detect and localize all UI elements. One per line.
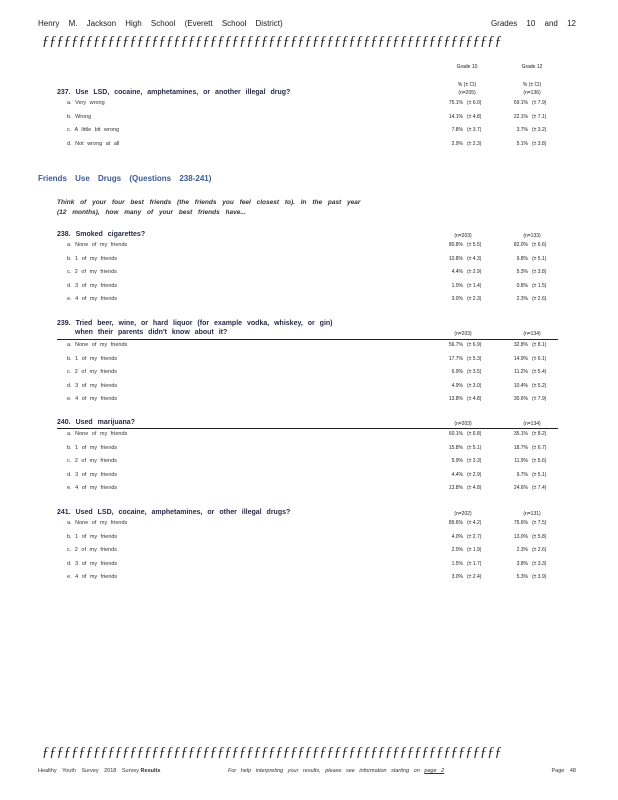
q241-option-label: d. 3 of my friends — [67, 560, 118, 567]
q241-grade12-ci: (± 3.3) — [532, 560, 547, 567]
q239-grade12-percent: 14.9% — [513, 355, 528, 362]
q237-option-label: d. Not wrong at all — [67, 140, 120, 147]
q240-rule — [57, 428, 558, 429]
q241-grade12-percent: 75.6% — [513, 520, 528, 526]
q241-n-grade10: (n=202) — [454, 511, 472, 517]
footer-help-text: For help interpreting your results, please see information starting on — [228, 768, 420, 774]
q240-option-label: b. 1 of my friends — [67, 444, 118, 451]
q237-option-label: b. Wrong — [67, 113, 92, 120]
q238-grade10-ci: (± 2.3) — [467, 296, 482, 303]
q237-grade12-ci: (± 7.9) — [532, 100, 547, 106]
q237-grade12-percent: 22.1% — [513, 113, 528, 120]
q239-grade10-percent: 4.9% — [451, 382, 463, 389]
q241-grade12-percent: 3.8% — [516, 560, 528, 567]
q238-grade12-percent: 0.8% — [516, 282, 528, 289]
q239-option-label: a. None of my friends — [67, 342, 128, 348]
q239-grade10-ci: (± 3.0) — [467, 382, 482, 389]
q241-grade10-percent: 1.5% — [451, 560, 463, 567]
q239-rule — [57, 339, 558, 340]
q237-option-label: c. A little bit wrong — [67, 127, 120, 134]
q240-grade12-ci: (± 6.7) — [532, 444, 547, 451]
q241-n-grade12: (n=131) — [523, 511, 541, 517]
q238-option-label: c. 2 of my friends — [67, 269, 117, 276]
q237-grade12-percent: 69.1% — [513, 100, 528, 106]
q239-n-grade10: (n=203) — [454, 331, 472, 337]
section-intro: Think of your four best friends (the friends you feel closest to). In the past year (12 months), how many of your best friends have... — [57, 199, 361, 216]
q241-option-label: b. 1 of my friends — [67, 533, 118, 540]
q241-grade12-ci: (± 5.8) — [532, 533, 547, 540]
q240-option-label: e. 4 of my friends — [67, 485, 118, 492]
q240-grade10-percent: 5.9% — [451, 458, 463, 465]
q238-grade12-percent: 5.3% — [516, 269, 528, 276]
q237-grade12-percent: 5.1% — [516, 140, 528, 147]
q239-grade12-ci: (± 7.9) — [532, 396, 547, 403]
q239-grade10-percent: 17.7% — [448, 355, 463, 362]
q238-option-label: e. 4 of my friends — [67, 296, 118, 303]
q240-grade12-percent: 11.9% — [514, 458, 528, 465]
q239-grade10-percent: 13.8% — [448, 396, 463, 403]
q238-grade10-ci: (± 5.5) — [467, 242, 482, 248]
q241-grade12-percent: 2.3% — [516, 547, 528, 554]
q238-grade10-percent: 4.4% — [451, 269, 463, 276]
footer-help — [228, 768, 444, 774]
q239-grade12-percent: 11.2% — [514, 369, 528, 376]
q241-grade10-ci: (± 1.7) — [467, 560, 482, 567]
q240-grade12-percent: 9.7% — [516, 471, 528, 478]
q239-grade10-ci: (± 5.3) — [467, 355, 482, 362]
q238-grade12-ci: (± 3.8) — [532, 269, 547, 276]
grade10-subheader: % (± CI) — [457, 82, 477, 88]
q239-grade10-ci: (± 4.8) — [467, 396, 482, 403]
q238-grade12-ci: (± 5.1) — [532, 255, 547, 262]
q238-grade10-ci: (± 1.4) — [467, 282, 482, 289]
q241-grade12-ci: (± 7.5) — [532, 520, 547, 526]
q241-option-label: a. None of my friends — [67, 520, 128, 526]
q238-grade10-percent: 1.0% — [451, 282, 463, 289]
q241-grade10-percent: 4.0% — [451, 533, 463, 540]
grade12-header: Grade 12 — [521, 64, 543, 70]
q241-grade10-ci: (± 1.9) — [467, 547, 482, 554]
footer-survey: Healthy Youth Survey 2018 Survey — [38, 768, 140, 774]
footer-page-link[interactable]: page 2 — [424, 768, 445, 774]
q239-grade12-ci: (± 6.1) — [532, 355, 547, 362]
q238-grade10-ci: (± 4.3) — [467, 255, 482, 262]
q240-grade12-ci: (± 5.6) — [532, 458, 547, 465]
q238-grade12-percent: 82.0% — [513, 242, 528, 248]
q240-grade10-ci: (± 4.8) — [467, 485, 482, 492]
q237-grade10-ci: (± 3.7) — [467, 127, 482, 134]
q238-grade10-percent: 80.8% — [448, 242, 463, 248]
grade10-header: Grade 10 — [456, 64, 478, 70]
q240-grade10-ci: (± 2.9) — [467, 471, 482, 478]
q237-grade10-percent: 2.9% — [451, 140, 463, 147]
q237-grade12-ci: (± 7.1) — [532, 113, 547, 120]
q239-grade10-ci: (± 6.9) — [467, 342, 482, 348]
q239-grade12-percent: 30.6% — [513, 396, 528, 403]
q241-option-label: c. 2 of my friends — [67, 547, 117, 554]
top-divider: ƒƒƒƒƒƒƒƒƒƒƒƒƒƒƒƒƒƒƒƒƒƒƒƒƒƒƒƒƒƒƒƒƒƒƒƒƒƒƒƒƒƒƒƒƒƒƒƒƒƒƒƒƒƒƒƒƒƒƒƒƒƒƒ — [42, 34, 502, 48]
q237-grade12-percent: 3.7% — [516, 127, 528, 134]
q239-grade10-ci: (± 3.5) — [467, 369, 482, 376]
q238-grade12-percent: 9.8% — [516, 255, 528, 262]
q237-n-grade10: (n=205) — [458, 90, 476, 96]
q239-grade12-percent: 10.4% — [513, 382, 528, 389]
q241-grade12-ci: (± 2.6) — [532, 547, 547, 554]
q240-grade10-percent: 60.1% — [448, 431, 463, 437]
q240-grade10-ci: (± 6.8) — [467, 431, 482, 437]
q238-option-label: a. None of my friends — [67, 242, 128, 248]
q241-grade10-ci: (± 2.7) — [467, 533, 482, 540]
q240-grade12-ci: (± 7.4) — [532, 485, 547, 492]
question-237-title: 237. Use LSD, cocaine, amphetamines, or another illegal drug? — [57, 89, 291, 96]
q239-grade12-ci: (± 8.1) — [532, 342, 547, 348]
question-241-title: 241. Used LSD, cocaine, amphetamines, or other illegal drugs? — [57, 509, 291, 516]
q241-option-label: e. 4 of my friends — [67, 574, 118, 581]
q238-option-label: b. 1 of my friends — [67, 255, 118, 262]
q240-grade10-percent: 4.4% — [451, 471, 463, 478]
q238-grade12-ci: (± 6.6) — [532, 242, 547, 248]
q238-n-grade10: (n=203) — [454, 233, 472, 239]
q239-grade12-percent: 32.8% — [513, 342, 528, 348]
q240-n-grade12: (n=134) — [523, 421, 541, 427]
q237-option-label: a. Very wrong — [67, 100, 105, 106]
q241-grade12-ci: (± 3.9) — [532, 574, 547, 581]
q238-n-grade12: (n=133) — [523, 233, 541, 239]
q241-grade10-ci: (± 2.4) — [467, 574, 482, 581]
q241-grade10-percent: 89.6% — [448, 520, 463, 526]
q239-option-label: b. 1 of my friends — [67, 355, 118, 362]
q237-grade12-ci: (± 3.8) — [532, 140, 547, 147]
question-240-title: 240. Used marijuana? — [57, 419, 135, 426]
q238-grade12-ci: (± 2.6) — [532, 296, 547, 303]
q240-grade12-percent: 35.1% — [513, 431, 528, 437]
question-239-title-line2: when their parents didn't know about it? — [75, 329, 228, 336]
q241-grade10-ci: (± 4.2) — [467, 520, 482, 526]
q241-grade10-percent: 2.0% — [451, 547, 463, 554]
q239-grade12-ci: (± 5.2) — [532, 382, 547, 389]
footer-left — [38, 768, 160, 774]
q240-option-label: a. None of my friends — [67, 431, 128, 437]
q240-grade10-percent: 13.8% — [448, 485, 463, 492]
q239-option-label: e. 4 of my friends — [67, 396, 118, 403]
q239-grade10-percent: 56.7% — [448, 342, 463, 348]
q238-grade12-percent: 2.3% — [516, 296, 528, 303]
q239-option-label: c. 2 of my friends — [67, 369, 117, 376]
q240-option-label: c. 2 of my friends — [67, 458, 117, 465]
q240-grade10-ci: (± 5.1) — [467, 444, 482, 451]
q238-grade10-percent: 3.0% — [451, 296, 463, 303]
q239-n-grade12: (n=134) — [523, 331, 541, 337]
q237-grade10-percent: 7.8% — [451, 127, 463, 134]
q239-option-label: d. 3 of my friends — [67, 382, 118, 389]
q237-grade10-percent: 75.1% — [448, 100, 463, 106]
q237-grade12-ci: (± 3.2) — [532, 127, 547, 134]
q238-grade12-ci: (± 1.5) — [532, 282, 547, 289]
q237-n-grade12: (n=136) — [523, 90, 541, 96]
school-name: Henry M. Jackson High School (Everett School District) — [38, 19, 283, 28]
question-239-title-line1: 239. Tried beer, wine, or hard liquor (for example vodka, whiskey, or gin) — [57, 320, 333, 327]
q240-grade10-ci: (± 3.3) — [467, 458, 482, 465]
q239-grade10-percent: 6.9% — [451, 369, 463, 376]
q240-option-label: d. 3 of my friends — [67, 471, 118, 478]
q237-grade10-ci: (± 4.8) — [467, 113, 482, 120]
q238-grade10-percent: 10.8% — [448, 255, 463, 262]
q240-n-grade10: (n=203) — [454, 421, 472, 427]
q240-grade10-percent: 15.8% — [448, 444, 463, 451]
footer-results: Results — [140, 768, 161, 774]
section-title: Friends Use Drugs (Questions 238-241) — [38, 174, 212, 183]
footer-page-number: Page 48 — [551, 768, 576, 774]
q240-grade12-percent: 18.7% — [513, 444, 528, 451]
bottom-divider: ƒƒƒƒƒƒƒƒƒƒƒƒƒƒƒƒƒƒƒƒƒƒƒƒƒƒƒƒƒƒƒƒƒƒƒƒƒƒƒƒƒƒƒƒƒƒƒƒƒƒƒƒƒƒƒƒƒƒƒƒƒƒƒ — [42, 745, 502, 759]
question-238-title: 238. Smoked cigarettes? — [57, 231, 146, 238]
grade12-subheader: % (± CI) — [522, 82, 542, 88]
q237-grade10-percent: 14.1% — [448, 113, 463, 120]
grades-label: Grades 10 and 12 — [490, 19, 576, 28]
q239-grade12-ci: (± 5.4) — [532, 369, 547, 376]
q238-grade10-ci: (± 2.9) — [467, 269, 482, 276]
q241-grade10-percent: 3.0% — [451, 574, 463, 581]
q240-grade12-ci: (± 5.1) — [532, 471, 547, 478]
q237-grade10-ci: (± 2.3) — [467, 140, 482, 147]
q240-grade12-ci: (± 8.2) — [532, 431, 547, 437]
q240-grade12-percent: 24.6% — [513, 485, 528, 492]
q237-grade10-ci: (± 6.0) — [467, 100, 482, 106]
q241-grade12-percent: 5.3% — [516, 574, 528, 581]
q238-option-label: d. 3 of my friends — [67, 282, 118, 289]
q241-grade12-percent: 13.0% — [513, 533, 528, 540]
